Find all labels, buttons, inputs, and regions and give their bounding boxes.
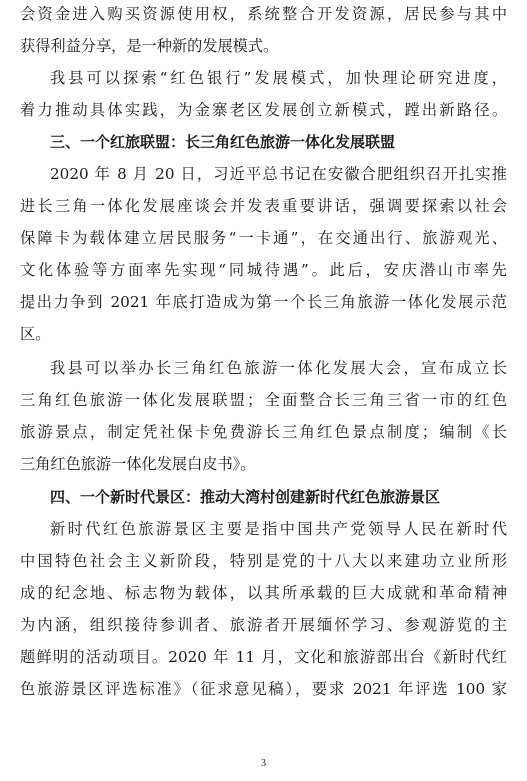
text-line: 中国特色社会主义新阶段，特别是党的十八大以来建功立业所形	[20, 552, 507, 570]
text-line: 为内涵，组织接待参训者、旅游者开展缅怀学习、参观游览的主	[20, 616, 507, 634]
text-line: 会资金进入购买资源使用权，系统整合开发资源，居民参与其中	[20, 5, 507, 23]
text-line: 旅游景点，制定凭社保卡免费游长三角红色景点制度；编制《长	[20, 423, 507, 441]
text-line: 着力推动具体实践，为金寨老区发展创立新模式，蹚出新路径。	[20, 101, 507, 119]
text-line: 成的纪念地、标志物为载体，以其所承载的巨大成就和革命精神	[20, 584, 507, 602]
text-line: 新时代红色旅游景区主要是指中国共产党领导人民在新时代	[50, 520, 507, 538]
text-line: 三角红色旅游一体化发展联盟；全面整合长三角三省一市的红色	[20, 391, 507, 409]
section-heading: 三、一个红旅联盟：长三角红色旅游一体化发展联盟	[50, 133, 396, 151]
page-number: 3	[261, 758, 266, 769]
text-line: 色旅游景区评选标准》（征求意见稿），要求 2021 年评选 100 家	[20, 680, 507, 698]
text-line: 保障卡为载体建立居民服务“一卡通”，在交通出行、旅游观光、	[20, 229, 507, 247]
text-line: 2020 年 8 月 20 日，习近平总书记在安徽合肥组织召开扎实推	[50, 165, 507, 183]
text-line: 我县可以探索“红色银行”发展模式，加快理论研究进度，	[50, 69, 507, 87]
text-line: 我县可以举办长三角红色旅游一体化发展大会，宣布成立长	[50, 359, 507, 377]
text-line: 文化体验等方面率先实现“同城待遇”。此后，安庆潜山市率先	[20, 261, 507, 279]
text-line: 进长三角一体化发展座谈会并发表重要讲话，强调要探索以社会	[20, 197, 507, 215]
text-line: 三角红色旅游一体化发展白皮书》。	[20, 455, 256, 473]
text-line: 区。	[20, 325, 51, 343]
section-heading: 四、一个新时代景区：推动大湾村创建新时代红色旅游景区	[50, 488, 441, 506]
text-line: 获得利益分享，是一种新的发展模式。	[20, 37, 279, 55]
text-line: 提出力争到 2021 年底打造成为第一个长三角旅游一体化发展示范	[20, 293, 507, 311]
text-line: 题鲜明的活动项目。2020 年 11 月，文化和旅游部出台《新时代红	[20, 648, 507, 666]
